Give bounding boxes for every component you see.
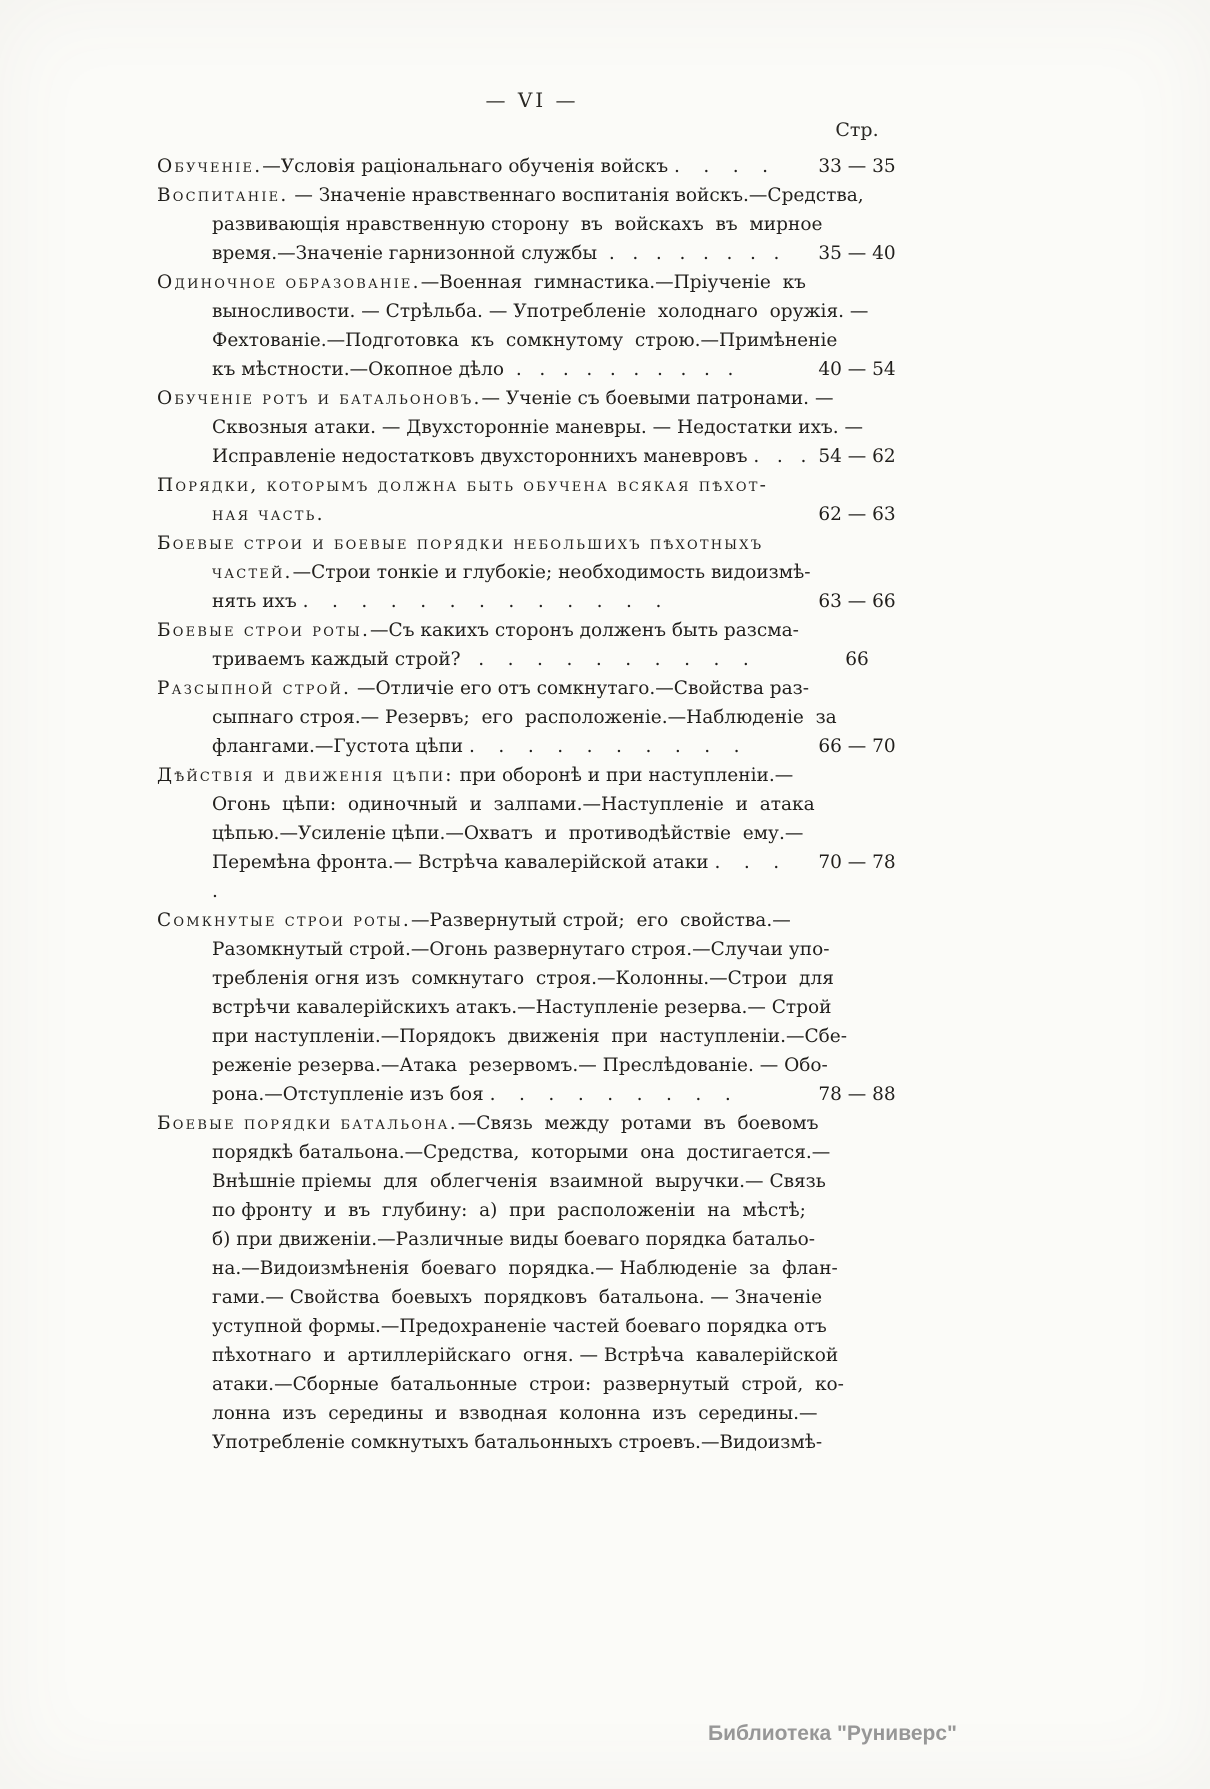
toc-line-text: нять ихъ . . . . . . . . . . . . . bbox=[212, 591, 662, 612]
toc-line-text: реженіе резерва.—Атака резервомъ.— Преслѣдованіе. — Обо- bbox=[212, 1055, 828, 1076]
toc-entry bbox=[157, 1109, 907, 1457]
toc-line bbox=[157, 1370, 907, 1399]
toc-line bbox=[157, 1312, 907, 1341]
toc-line bbox=[157, 1399, 907, 1428]
page-range: 78 — 88 bbox=[818, 1084, 896, 1105]
toc-entry-heading: Боевые строи роты. bbox=[157, 620, 371, 641]
toc-line-text bbox=[157, 471, 907, 500]
toc-line-text: Сомкнутые строи роты.—Развернутый строй; его свойства.— bbox=[157, 910, 791, 931]
toc-line-text: частей.—Строи тонкіе и глубокіе; необходимость видоизмѣ- bbox=[212, 562, 811, 583]
toc-line bbox=[157, 442, 907, 471]
page-range: 54 — 62 bbox=[818, 446, 896, 467]
toc-line bbox=[157, 1022, 907, 1051]
toc-entry bbox=[157, 268, 907, 384]
toc-line bbox=[157, 326, 907, 355]
toc-line-text: на.—Видоизмѣненія боеваго порядка.— Наблюденіе за флан- bbox=[212, 1258, 838, 1279]
toc-line bbox=[157, 587, 907, 616]
toc-line bbox=[157, 993, 907, 1022]
toc-line-text: время.—Значеніе гарнизонной службы . . . . . . . . bbox=[212, 243, 780, 264]
toc-entry bbox=[157, 152, 907, 181]
toc-line bbox=[157, 355, 907, 384]
toc-line bbox=[157, 1138, 907, 1167]
toc-line-text: Внѣшніе пріемы для облегченія взаимной выручки.— Связь bbox=[212, 1171, 826, 1192]
toc-line bbox=[157, 1167, 907, 1196]
toc-line bbox=[157, 1225, 907, 1254]
toc-line-text: Воспитаніе. — Значеніе нравственнаго воспитанія войскъ.—Средства, bbox=[157, 185, 864, 206]
toc-line bbox=[157, 413, 907, 442]
toc-line bbox=[157, 471, 907, 500]
toc-line-text: сыпнаго строя.— Резервъ; его расположеніе.—Наблюденіе за bbox=[212, 707, 837, 728]
toc-line-text: Сквозныя атаки. — Двухсторонніе маневры. — Недостатки ихъ. — bbox=[212, 417, 864, 438]
toc-line bbox=[157, 239, 907, 268]
toc-line-text: Перемѣна фронта.— Встрѣча кавалерійской атаки . . . . bbox=[212, 852, 803, 902]
toc-line bbox=[157, 558, 907, 587]
pages-column-header: Стр. bbox=[835, 119, 879, 141]
toc-line-text: Фехтованіе.—Подготовка къ сомкнутому строю.—Примѣненіе bbox=[212, 330, 838, 351]
toc-entry bbox=[157, 616, 907, 674]
toc-entry-heading: Воспитаніе. bbox=[157, 185, 289, 206]
toc-line-text: атаки.—Сборные батальонные строи: развернутый строй, ко- bbox=[212, 1374, 844, 1395]
toc-entry bbox=[157, 674, 907, 761]
toc-entry bbox=[157, 384, 907, 471]
toc-line bbox=[157, 1109, 907, 1138]
library-watermark: Библиотека "Руниверс" bbox=[707, 1722, 957, 1745]
toc-entry-heading: Дѣйствія и движенія цѣпи: bbox=[157, 765, 454, 786]
toc-entry bbox=[157, 906, 907, 1109]
toc-line bbox=[157, 1283, 907, 1312]
toc-line bbox=[157, 1428, 907, 1457]
toc-line-text: требленія огня изъ сомкнутаго строя.—Колонны.—Строи для bbox=[212, 968, 834, 989]
page-range: 66 — 70 bbox=[818, 736, 896, 757]
toc-entry-heading: частей. bbox=[212, 562, 293, 583]
toc-line bbox=[157, 703, 907, 732]
toc-line-text: Обученіе ротъ и батальоновъ.— Ученіе съ боевыми патронами. — bbox=[157, 388, 834, 409]
toc-entry-heading: Боевые порядки батальона. bbox=[157, 1113, 458, 1134]
toc-line bbox=[157, 819, 907, 848]
toc-line bbox=[157, 848, 907, 906]
toc-line bbox=[157, 297, 907, 326]
toc-line-text: триваемъ каждый строй? . . . . . . . . . . bbox=[212, 649, 749, 670]
toc-line bbox=[157, 1051, 907, 1080]
toc-line-text: Боевые строи роты.—Съ какихъ сторонъ долженъ быть разсма- bbox=[157, 620, 799, 641]
toc-line-text: флангами.—Густота цѣпи . . . . . . . . . . bbox=[212, 736, 740, 757]
toc-line bbox=[157, 152, 907, 181]
toc-line-text: Разомкнутый строй.—Огонь развернутаго строя.—Случаи упо- bbox=[212, 939, 830, 960]
toc-line bbox=[157, 964, 907, 993]
toc-line bbox=[157, 1080, 907, 1109]
toc-line-text: Боевые порядки батальона.—Связь между ротами въ боевомъ bbox=[157, 1113, 819, 1134]
toc-line-text: встрѣчи кавалерійскихъ атакъ.—Наступленіе резерва.— Строй bbox=[212, 997, 832, 1018]
toc-line bbox=[157, 268, 907, 297]
page-range: 63 — 66 bbox=[818, 591, 896, 612]
page-range: 33 — 35 bbox=[818, 156, 896, 177]
toc-line-text: рона.—Отступленіе изъ боя . . . . . . . . . bbox=[212, 1084, 731, 1105]
page-number-header: — VI — bbox=[485, 88, 579, 112]
toc-line bbox=[157, 645, 907, 674]
toc-entry bbox=[157, 761, 907, 906]
toc-line-text: гами.— Свойства боевыхъ порядковъ батальона. — Значеніе bbox=[212, 1287, 823, 1308]
toc-line bbox=[157, 732, 907, 761]
toc-line-text: Дѣйствія и движенія цѣпи: при оборонѣ и при наступленіи.— bbox=[157, 765, 794, 786]
toc-line-text: при наступленіи.—Порядокъ движенія при наступленіи.—Сбе- bbox=[212, 1026, 847, 1047]
toc-entry-heading: Разсыпной строй. bbox=[157, 678, 352, 699]
toc-line bbox=[157, 1254, 907, 1283]
toc-line bbox=[157, 384, 907, 413]
toc-line-text: уступной формы.—Предохраненіе частей боеваго порядка отъ bbox=[212, 1316, 827, 1337]
toc-line bbox=[157, 906, 907, 935]
toc-entry-heading: Обученіе. bbox=[157, 156, 263, 177]
toc-line bbox=[157, 935, 907, 964]
table-of-contents bbox=[157, 88, 907, 1457]
toc-line bbox=[157, 1341, 907, 1370]
page-range: 66 bbox=[845, 649, 869, 670]
toc-line bbox=[157, 210, 907, 239]
toc-line bbox=[157, 674, 907, 703]
toc-line-text: Исправленіе недостатковъ двухстороннихъ маневровъ . . . bbox=[212, 446, 807, 467]
toc-line-text: Обученіе.—Условія раціональнаго обученія войскъ . . . . bbox=[157, 156, 769, 177]
toc-entry-heading: Боевые строи и боевые порядки небольшихъ пѣхотныхъ bbox=[157, 533, 764, 554]
toc-entry-heading: ная часть. bbox=[212, 504, 325, 525]
page-range: 62 — 63 bbox=[818, 504, 896, 525]
page-range: 35 — 40 bbox=[818, 243, 896, 264]
toc-line-text: Одиночное образованіе.—Военная гимнастика.—Пріученіе къ bbox=[157, 272, 806, 293]
toc-line-text: развивающія нравственную сторону въ войскахъ въ мирное bbox=[212, 214, 823, 235]
toc-line-text: Употребленіе сомкнутыхъ батальонныхъ строевъ.—Видоизмѣ- bbox=[212, 1432, 823, 1453]
toc-line-text: пѣхотнаго и артиллерійскаго огня. — Встрѣча кавалерійской bbox=[212, 1345, 839, 1366]
toc-line bbox=[157, 790, 907, 819]
toc-line-text: цѣпью.—Усиленіе цѣпи.—Охватъ и противодѣйствіе ему.— bbox=[212, 823, 804, 844]
page-range: 70 — 78 bbox=[818, 852, 896, 873]
toc-line-text: порядкѣ батальона.—Средства, которыми она достигается.— bbox=[212, 1142, 831, 1163]
toc-line-text bbox=[212, 500, 807, 529]
toc-line-text bbox=[157, 529, 907, 558]
page-range: 40 — 54 bbox=[818, 359, 896, 380]
toc-entry-heading: Обученіе ротъ и батальоновъ. bbox=[157, 388, 482, 409]
toc-line-text: лонна изъ середины и взводная колонна изъ середины.— bbox=[212, 1403, 818, 1424]
toc-line bbox=[157, 181, 907, 210]
toc-entry bbox=[157, 181, 907, 268]
toc-entry bbox=[157, 529, 907, 616]
toc-entry bbox=[157, 471, 907, 529]
toc-line bbox=[157, 529, 907, 558]
toc-line bbox=[157, 761, 907, 790]
toc-line-text: Огонь цѣпи: одиночный и залпами.—Наступленіе и атака bbox=[212, 794, 815, 815]
toc-entries bbox=[157, 152, 907, 1457]
toc-entry-heading: Одиночное образованіе. bbox=[157, 272, 421, 293]
toc-line-text: выносливости. — Стрѣльба. — Употребленіе холоднаго оружія. — bbox=[212, 301, 869, 322]
toc-line-text: по фронту и въ глубину: а) при расположеніи на мѣстѣ; bbox=[212, 1200, 806, 1221]
toc-line bbox=[157, 500, 907, 529]
toc-line-text: б) при движеніи.—Различные виды боеваго порядка батальо- bbox=[212, 1229, 816, 1250]
toc-entry-heading: Сомкнутые строи роты. bbox=[157, 910, 411, 931]
toc-entry-heading: Порядки, которымъ должна быть обучена всякая пѣхот- bbox=[157, 475, 769, 496]
toc-line-text: Разсыпной строй. —Отличіе его отъ сомкнутаго.—Свойства раз- bbox=[157, 678, 809, 699]
toc-line-text: къ мѣстности.—Окопное дѣло . . . . . . . . . . bbox=[212, 359, 734, 380]
toc-line bbox=[157, 1196, 907, 1225]
toc-line bbox=[157, 616, 907, 645]
